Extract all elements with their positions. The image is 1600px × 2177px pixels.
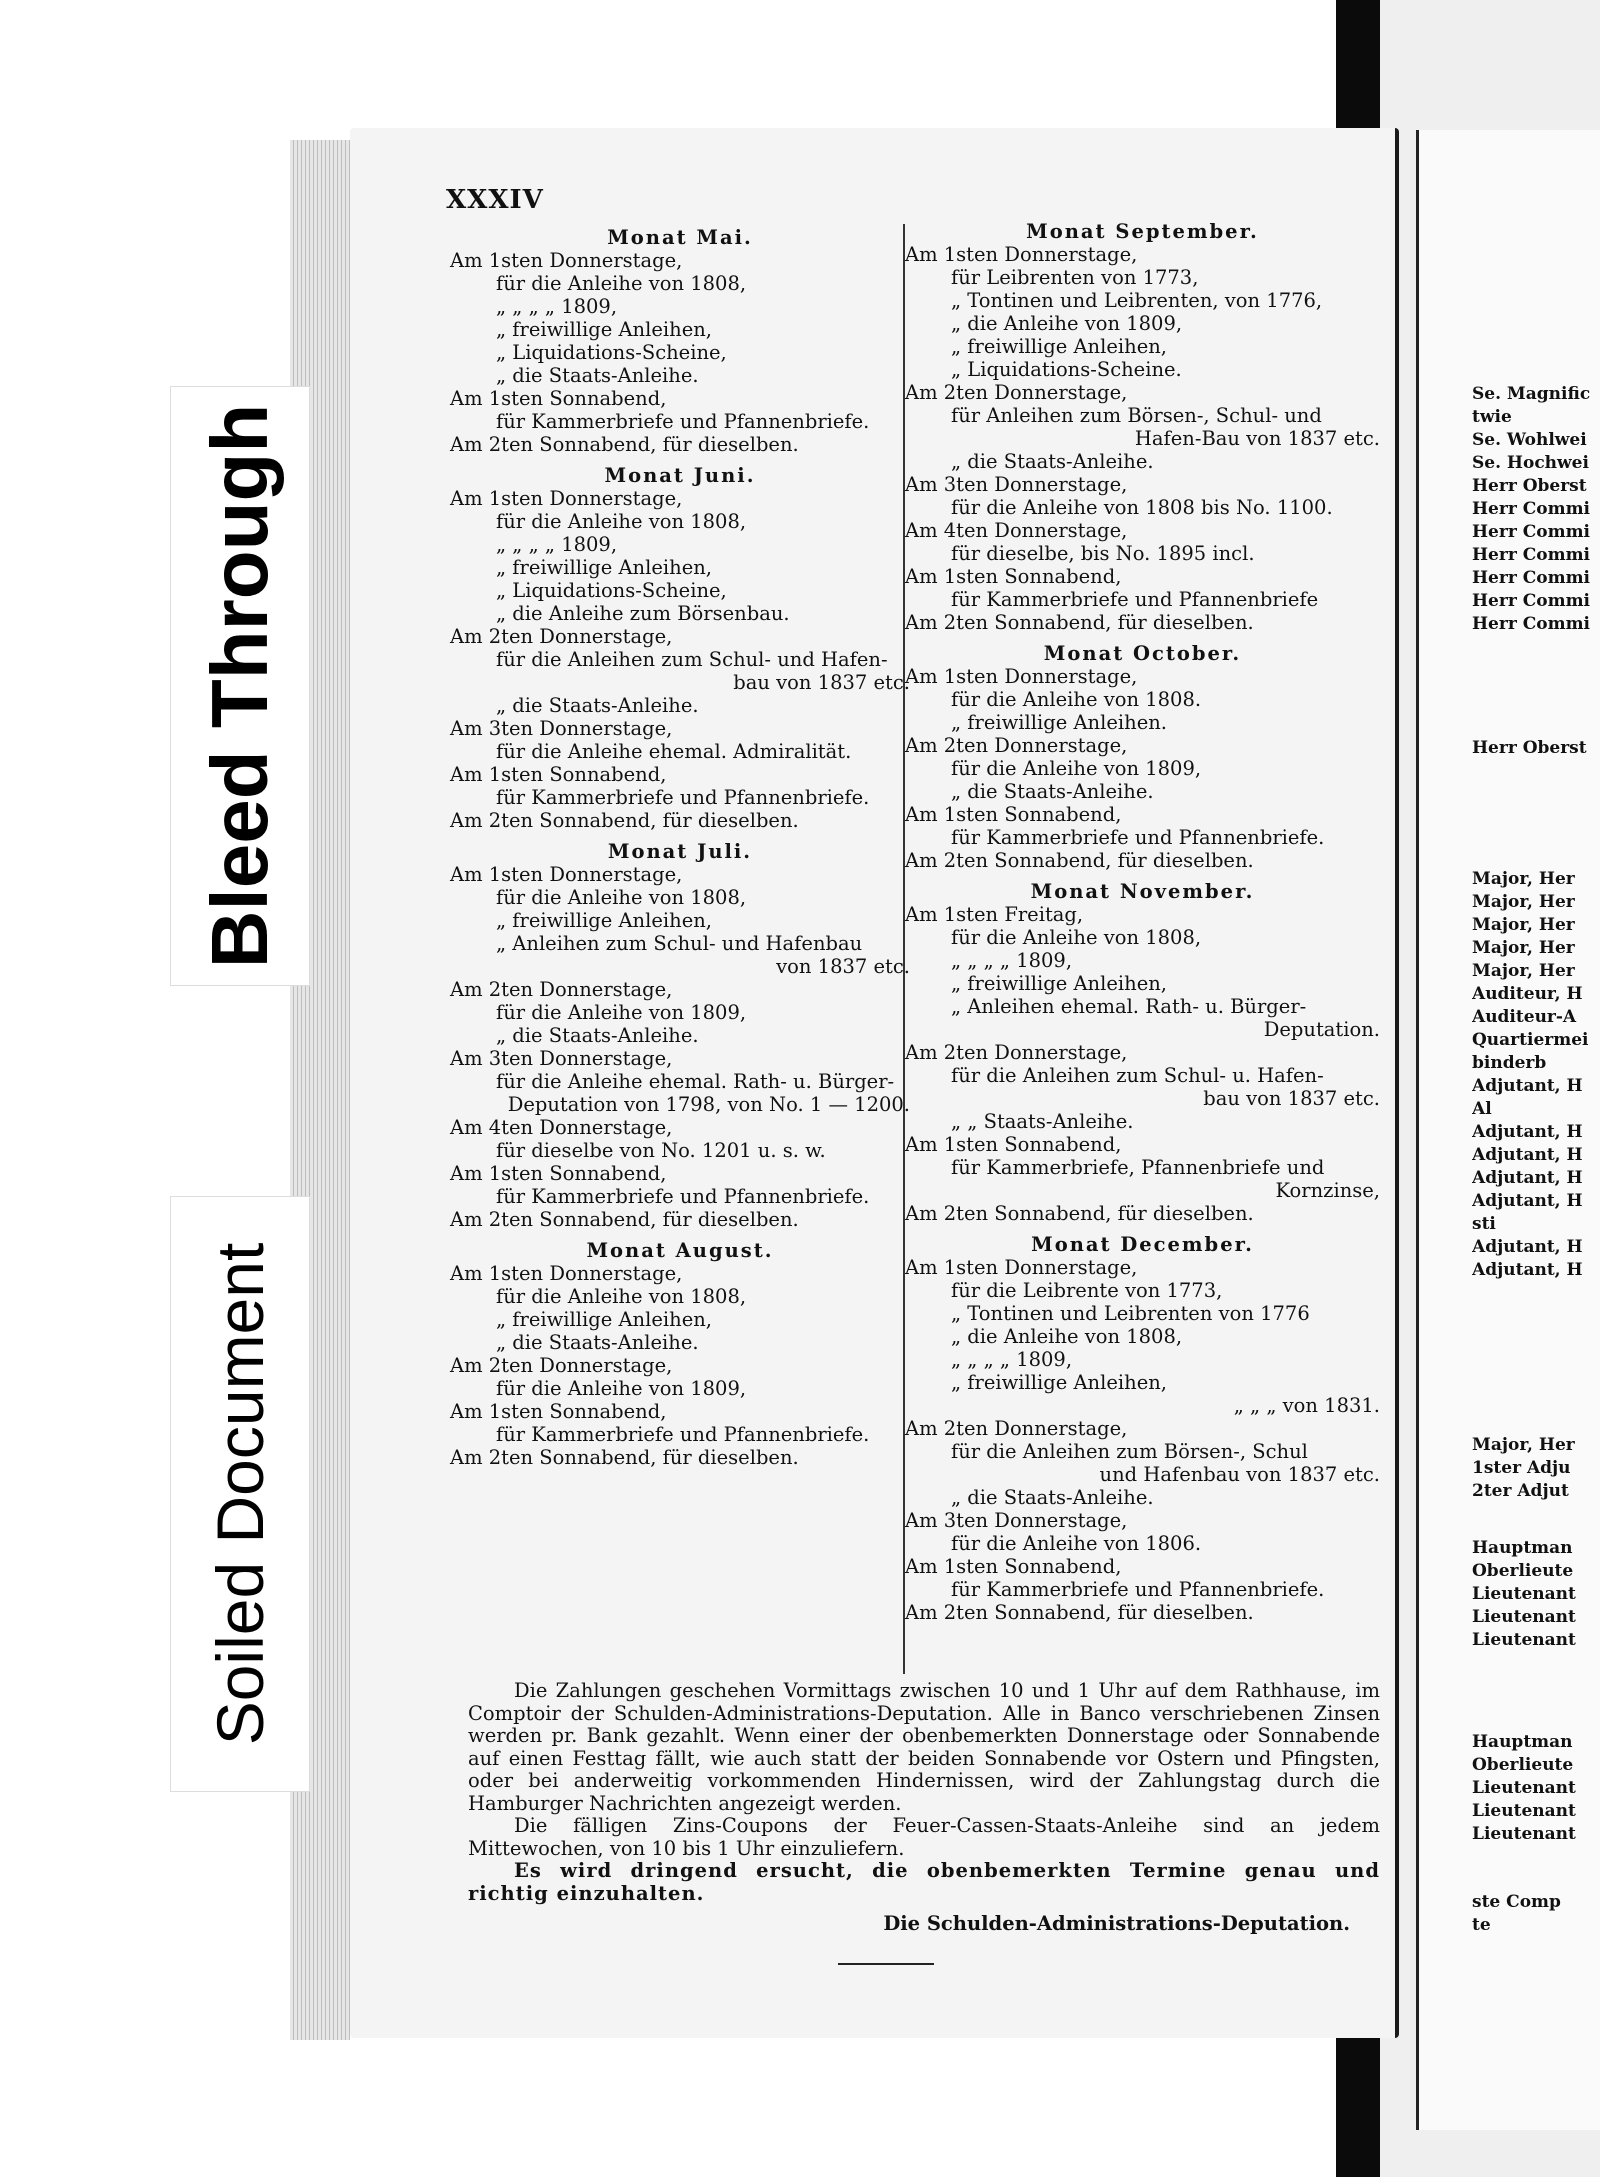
schedule-item: für Kammerbriefe und Pfannenbriefe bbox=[951, 588, 1319, 611]
schedule-date: Am 2ten Sonnabend, für dieselben. bbox=[450, 1208, 799, 1231]
schedule-item: für die Anleihe von 1808 bis No. 1100. bbox=[951, 496, 1333, 519]
schedule-date: Am 1sten Sonnabend, bbox=[450, 387, 667, 410]
schedule-continuation: Kornzinse, bbox=[1275, 1179, 1380, 1202]
month-heading: Monat Juli. bbox=[607, 840, 753, 863]
facing-page-line: Se. Wohlwei bbox=[1472, 430, 1587, 450]
schedule-item: für die Anleihe von 1806. bbox=[951, 1532, 1202, 1555]
schedule-continuation: Deputation von 1798, von No. 1 — 1200. bbox=[507, 1093, 910, 1116]
month-heading: Monat October. bbox=[1043, 642, 1242, 665]
footer-notice bbox=[468, 1680, 1380, 1936]
facing-page-line: Lieutenant bbox=[1472, 1607, 1576, 1627]
schedule-item: für die Anleihen zum Schul- und Hafen- bbox=[496, 648, 888, 671]
facing-page-fragment bbox=[1472, 1891, 1600, 1937]
schedule-item: „ Tontinen und Leibrenten, von 1776, bbox=[951, 289, 1323, 312]
schedule-item: für Kammerbriefe, Pfannenbriefe und bbox=[951, 1156, 1325, 1179]
facing-page-line: Se. Magnific bbox=[1472, 384, 1591, 404]
facing-page-line: 1ster Adju bbox=[1472, 1458, 1571, 1478]
facing-page-line: Quartiermei bbox=[1472, 1030, 1589, 1050]
schedule-item: „ die Staats-Anleihe. bbox=[951, 450, 1154, 473]
schedule-item: „ die Staats-Anleihe. bbox=[496, 364, 699, 387]
facing-page-line: Lieutenant bbox=[1472, 1801, 1576, 1821]
schedule-date: Am 1sten Donnerstage, bbox=[905, 243, 1138, 266]
facing-page-line: Major, Her bbox=[1472, 892, 1575, 912]
schedule-date: Am 3ten Donnerstage, bbox=[450, 1047, 673, 1070]
section-gap bbox=[905, 1225, 1380, 1233]
schedule-item: für die Anleihe von 1809, bbox=[951, 757, 1202, 780]
facing-page-line: Major, Her bbox=[1472, 961, 1575, 981]
schedule-date: Am 1sten Sonnabend, bbox=[905, 1133, 1122, 1156]
facing-page-line: Herr Commi bbox=[1472, 522, 1591, 542]
schedule-date: Am 3ten Donnerstage, bbox=[450, 717, 673, 740]
schedule-item: für dieselbe von No. 1201 u. s. w. bbox=[496, 1139, 826, 1162]
schedule-item: für die Anleihen zum Schul- u. Hafen- bbox=[951, 1064, 1324, 1087]
schedule-date: Am 4ten Donnerstage, bbox=[450, 1116, 673, 1139]
page-number: XXXIV bbox=[446, 185, 544, 215]
schedule-date: Am 2ten Donnerstage, bbox=[450, 978, 673, 1001]
schedule-item: für die Anleihe von 1808, bbox=[496, 510, 747, 533]
section-gap bbox=[450, 456, 910, 464]
facing-page-line: Herr Commi bbox=[1472, 591, 1591, 611]
schedule-item: „ Liquidations-Scheine, bbox=[496, 341, 727, 364]
schedule-item: „ freiwillige Anleihen, bbox=[496, 318, 712, 341]
facing-page-line: Major, Her bbox=[1472, 869, 1575, 889]
section-gap bbox=[905, 872, 1380, 880]
month-heading: Monat August. bbox=[586, 1239, 774, 1262]
facing-page-line: Adjutant, H bbox=[1472, 1237, 1583, 1257]
schedule-date: Am 1sten Donnerstage, bbox=[450, 1262, 683, 1285]
schedule-item: „ die Anleihe von 1809, bbox=[951, 312, 1183, 335]
facing-page-line: Auditeur-A bbox=[1472, 1007, 1577, 1027]
facing-page-line: Herr Commi bbox=[1472, 568, 1591, 588]
month-heading: Monat September. bbox=[1026, 220, 1259, 243]
schedule-date: Am 1sten Donnerstage, bbox=[450, 249, 683, 272]
closing-rule bbox=[838, 1963, 934, 1965]
schedule-date: Am 2ten Donnerstage, bbox=[450, 625, 673, 648]
section-gap bbox=[450, 832, 910, 840]
facing-page-line: Herr Oberst bbox=[1472, 476, 1587, 496]
schedule-continuation: von 1837 etc. bbox=[776, 955, 910, 978]
schedule-item: „ die Anleihe von 1808, bbox=[951, 1325, 1183, 1348]
schedule-item: „ „ „ „ 1809, bbox=[496, 533, 618, 556]
month-heading: Monat Mai. bbox=[607, 226, 753, 249]
facing-page-line: Major, Her bbox=[1472, 938, 1575, 958]
schedule-item: für die Anleihe von 1808, bbox=[496, 886, 747, 909]
schedule-date: Am 2ten Sonnabend, für dieselben. bbox=[905, 1202, 1254, 1225]
facing-page-line: Adjutant, H bbox=[1472, 1076, 1583, 1096]
schedule-item: für Kammerbriefe und Pfannenbriefe. bbox=[496, 1185, 870, 1208]
facing-page-fragment bbox=[1472, 1434, 1600, 1503]
schedule-item: „ freiwillige Anleihen, bbox=[951, 1371, 1167, 1394]
schedule-date: Am 2ten Sonnabend, für dieselben. bbox=[450, 809, 799, 832]
facing-page-line: Oberlieute bbox=[1472, 1755, 1574, 1775]
facing-page-fragment bbox=[1472, 1731, 1600, 1846]
facing-page-line: Major, Her bbox=[1472, 915, 1575, 935]
schedule-item: „ „ Staats-Anleihe. bbox=[951, 1110, 1134, 1133]
month-heading: Monat December. bbox=[1031, 1233, 1254, 1256]
schedule-item: „ freiwillige Anleihen, bbox=[496, 556, 712, 579]
schedule-date: Am 2ten Donnerstage, bbox=[450, 1354, 673, 1377]
label-tab-soiled-document bbox=[170, 1196, 310, 1792]
month-heading: Monat Juni. bbox=[604, 464, 756, 487]
schedule-date: Am 2ten Sonnabend, für dieselben. bbox=[905, 611, 1254, 634]
footer-paragraph: Die fälligen Zins-Coupons der Feuer-Cassen-Staats-Anleihe sind an jedem Mittewochen, von 10 bis 1 Uhr einzuliefern. bbox=[468, 1814, 1380, 1860]
schedule-item: für die Anleihe ehemal. Admiralität. bbox=[496, 740, 852, 763]
section-gap bbox=[450, 1231, 910, 1239]
facing-page-line: Adjutant, H bbox=[1472, 1260, 1583, 1280]
schedule-item: „ Anleihen zum Schul- und Hafenbau bbox=[496, 932, 863, 955]
schedule-date: Am 1sten Sonnabend, bbox=[905, 803, 1122, 826]
schedule-continuation: Hafen-Bau von 1837 etc. bbox=[1134, 427, 1380, 450]
facing-page-line: Auditeur, H bbox=[1472, 984, 1583, 1004]
schedule-date: Am 1sten Donnerstage, bbox=[905, 1256, 1138, 1279]
schedule-item: „ „ „ „ 1809, bbox=[496, 295, 618, 318]
schedule-date: Am 3ten Donnerstage, bbox=[905, 1509, 1128, 1532]
schedule-item: „ Tontinen und Leibrenten von 1776 bbox=[951, 1302, 1310, 1325]
schedule-date: Am 1sten Donnerstage, bbox=[450, 487, 683, 510]
schedule-date: Am 2ten Donnerstage, bbox=[905, 1417, 1128, 1440]
schedule-date: Am 2ten Sonnabend, für dieselben. bbox=[905, 1601, 1254, 1624]
facing-page-line: Se. Hochwei bbox=[1472, 453, 1589, 473]
schedule-continuation: und Hafenbau von 1837 etc. bbox=[1099, 1463, 1380, 1486]
schedule-item: für Leibrenten von 1773, bbox=[951, 266, 1199, 289]
schedule-date: Am 2ten Sonnabend, für dieselben. bbox=[450, 1446, 799, 1469]
schedule-item: für Kammerbriefe und Pfannenbriefe. bbox=[951, 826, 1325, 849]
schedule-item: für die Anleihe von 1808. bbox=[951, 688, 1202, 711]
schedule-date: Am 1sten Sonnabend, bbox=[450, 1400, 667, 1423]
schedule-item: „ freiwillige Anleihen. bbox=[951, 711, 1167, 734]
facing-page-line: Lieutenant bbox=[1472, 1824, 1576, 1844]
facing-page-line: Adjutant, H bbox=[1472, 1122, 1583, 1142]
footer-paragraph: Die Zahlungen geschehen Vormittags zwischen 10 und 1 Uhr auf dem Rathhause, im Comptoir der Schulden-Administrations-Deputation. Alle in Banco verschriebenen Zinsen werden pr. Bank gezahlt. Wenn einer der obenbemerkten Donnerstage oder Sonnabende auf einen Festtag fällt, wie auch statt der beiden Sonnabende vor Ostern und Pfingsten, oder bei anderweitig vorkommenden Hindernissen, wird der Zahlungstag durch die Hamburger Nachrichten angezeigt werden. bbox=[468, 1679, 1380, 1815]
schedule-item: „ „ „ „ 1809, bbox=[951, 1348, 1073, 1371]
schedule-item: für die Anleihe von 1809, bbox=[496, 1001, 747, 1024]
schedule-item: „ die Staats-Anleihe. bbox=[951, 780, 1154, 803]
facing-page-fragment bbox=[1472, 737, 1600, 760]
schedule-item: für die Anleihe von 1808, bbox=[496, 1285, 747, 1308]
month-heading: Monat November. bbox=[1030, 880, 1255, 903]
facing-page-fragment bbox=[1472, 1537, 1600, 1652]
schedule-date: Am 3ten Donnerstage, bbox=[905, 473, 1128, 496]
left-column bbox=[450, 226, 910, 1469]
facing-page-line: binderb bbox=[1472, 1053, 1547, 1073]
schedule-date: Am 4ten Donnerstage, bbox=[905, 519, 1128, 542]
schedule-item: „ freiwillige Anleihen, bbox=[496, 1308, 712, 1331]
schedule-item: „ die Staats-Anleihe. bbox=[496, 694, 699, 717]
schedule-item: „ Anleihen ehemal. Rath- u. Bürger- bbox=[951, 995, 1307, 1018]
facing-page-line: ste Comp bbox=[1472, 1892, 1561, 1912]
schedule-item: für Kammerbriefe und Pfannenbriefe. bbox=[496, 410, 870, 433]
schedule-item: für die Leibrente von 1773, bbox=[951, 1279, 1223, 1302]
schedule-item: „ die Staats-Anleihe. bbox=[951, 1486, 1154, 1509]
facing-page-line: Adjutant, H bbox=[1472, 1145, 1583, 1165]
schedule-date: Am 1sten Donnerstage, bbox=[450, 863, 683, 886]
facing-page-line: Herr Oberst bbox=[1472, 738, 1587, 758]
facing-page-fragment bbox=[1472, 868, 1600, 1282]
schedule-item: „ freiwillige Anleihen, bbox=[951, 335, 1167, 358]
section-gap bbox=[905, 634, 1380, 642]
facing-page-line: Major, Her bbox=[1472, 1435, 1575, 1455]
facing-page-line: Herr Commi bbox=[1472, 545, 1591, 565]
schedule-item: für die Anleihe ehemal. Rath- u. Bürger- bbox=[496, 1070, 895, 1093]
facing-page-line: te bbox=[1472, 1915, 1491, 1935]
schedule-date: Am 2ten Donnerstage, bbox=[905, 734, 1128, 757]
facing-page-line: 2ter Adjut bbox=[1472, 1481, 1569, 1501]
schedule-date: Am 2ten Donnerstage, bbox=[905, 381, 1128, 404]
schedule-date: Am 1sten Sonnabend, bbox=[905, 1555, 1122, 1578]
schedule-item: für dieselbe, bis No. 1895 incl. bbox=[951, 542, 1255, 565]
signature: Die Schulden-Administrations-Deputation. bbox=[883, 1912, 1350, 1935]
facing-page-line: Hauptman bbox=[1472, 1538, 1573, 1558]
facing-page-line: Adjutant, H bbox=[1472, 1191, 1583, 1211]
schedule-item: „ die Staats-Anleihe. bbox=[496, 1331, 699, 1354]
facing-page-line: Adjutant, H bbox=[1472, 1168, 1583, 1188]
schedule-item: „ Liquidations-Scheine. bbox=[951, 358, 1182, 381]
schedule-date: Am 1sten Sonnabend, bbox=[450, 1162, 667, 1185]
schedule-date: Am 2ten Sonnabend, für dieselben. bbox=[450, 433, 799, 456]
schedule-continuation: Deputation. bbox=[1263, 1018, 1380, 1041]
facing-page-line: Oberlieute bbox=[1472, 1561, 1574, 1581]
label-soiled-document: Soiled Document bbox=[203, 1242, 277, 1746]
schedule-item: für die Anleihe von 1809, bbox=[496, 1377, 747, 1400]
schedule-date: Am 2ten Donnerstage, bbox=[905, 1041, 1128, 1064]
schedule-item: „ freiwillige Anleihen, bbox=[496, 909, 712, 932]
schedule-date: Am 1sten Sonnabend, bbox=[450, 763, 667, 786]
schedule-continuation: bau von 1837 etc. bbox=[733, 671, 910, 694]
facing-page-fragment bbox=[1472, 383, 1600, 636]
facing-page-line: Lieutenant bbox=[1472, 1630, 1576, 1650]
label-tab-bleed-through bbox=[170, 386, 310, 986]
schedule-item: für die Anleihen zum Börsen-, Schul bbox=[951, 1440, 1308, 1463]
schedule-item: für Kammerbriefe und Pfannenbriefe. bbox=[951, 1578, 1325, 1601]
schedule-continuation: bau von 1837 etc. bbox=[1203, 1087, 1380, 1110]
schedule-item: für Kammerbriefe und Pfannenbriefe. bbox=[496, 786, 870, 809]
facing-page-line: Lieutenant bbox=[1472, 1778, 1576, 1798]
facing-page-line: Hauptman bbox=[1472, 1732, 1573, 1752]
schedule-item: „ die Staats-Anleihe. bbox=[496, 1024, 699, 1047]
schedule-item: für Anleihen zum Börsen-, Schul- und bbox=[951, 404, 1322, 427]
label-bleed-through: Bleed Through bbox=[195, 403, 284, 969]
schedule-item: „ Liquidations-Scheine, bbox=[496, 579, 727, 602]
right-column bbox=[905, 220, 1380, 1624]
schedule-item: für die Anleihe von 1808, bbox=[951, 926, 1202, 949]
facing-page-line: Al bbox=[1472, 1099, 1492, 1119]
facing-page-line: twie bbox=[1472, 407, 1512, 427]
schedule-date: Am 1sten Freitag, bbox=[905, 903, 1084, 926]
schedule-item: „ „ „ „ 1809, bbox=[951, 949, 1073, 972]
facing-page-line: Lieutenant bbox=[1472, 1584, 1576, 1604]
facing-page-line: Herr Commi bbox=[1472, 499, 1591, 519]
schedule-date: Am 1sten Sonnabend, bbox=[905, 565, 1122, 588]
schedule-item: „ die Anleihe zum Börsenbau. bbox=[496, 602, 790, 625]
schedule-date: Am 2ten Sonnabend, für dieselben. bbox=[905, 849, 1254, 872]
footer-paragraph: Es wird dringend ersucht, die obenbemerkten Termine genau und richtig einzuhalten. bbox=[468, 1859, 1380, 1905]
schedule-item: für die Anleihe von 1808, bbox=[496, 272, 747, 295]
schedule-continuation: „ „ „ von 1831. bbox=[1233, 1394, 1380, 1417]
schedule-item: „ freiwillige Anleihen, bbox=[951, 972, 1167, 995]
facing-page-line: Herr Commi bbox=[1472, 614, 1591, 634]
schedule-item: für Kammerbriefe und Pfannenbriefe. bbox=[496, 1423, 870, 1446]
facing-page-line: sti bbox=[1472, 1214, 1496, 1234]
schedule-date: Am 1sten Donnerstage, bbox=[905, 665, 1138, 688]
